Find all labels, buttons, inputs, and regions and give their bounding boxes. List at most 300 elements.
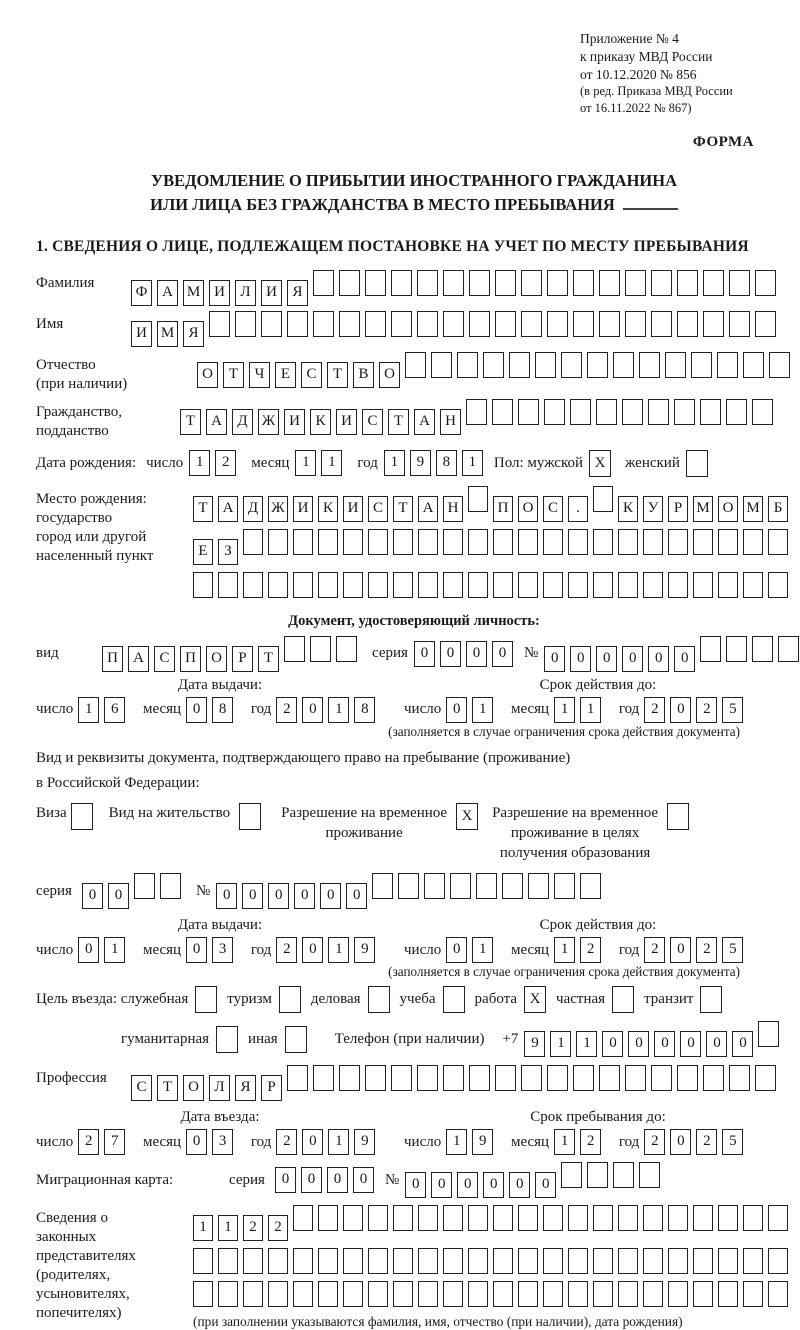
char-cell[interactable]: Т [180, 409, 201, 435]
char-cell[interactable] [593, 486, 613, 512]
char-cell[interactable] [693, 1281, 713, 1307]
char-cell[interactable] [674, 399, 695, 425]
char-cell[interactable] [193, 1248, 213, 1274]
char-cell[interactable]: 0 [706, 1031, 727, 1057]
char-cell[interactable] [587, 1162, 608, 1188]
char-cell[interactable]: 0 [674, 646, 695, 672]
char-cell[interactable]: 0 [680, 1031, 701, 1057]
char-cell[interactable]: 2 [243, 1215, 263, 1241]
char-cell[interactable]: 1 [321, 450, 342, 476]
char-cell[interactable] [561, 1162, 582, 1188]
char-cell[interactable]: К [310, 409, 331, 435]
char-cell[interactable]: И [343, 496, 363, 522]
char-cell[interactable] [618, 1248, 638, 1274]
char-cell[interactable]: С [543, 496, 563, 522]
char-cell[interactable]: Н [443, 496, 463, 522]
char-cell[interactable] [613, 352, 634, 378]
purpose-official-checkbox[interactable] [195, 986, 217, 1013]
char-cell[interactable] [418, 1205, 438, 1231]
char-cell[interactable] [398, 873, 419, 899]
char-cell[interactable] [365, 1065, 386, 1091]
char-cell[interactable]: 0 [431, 1172, 452, 1198]
char-cell[interactable]: А [414, 409, 435, 435]
char-cell[interactable] [768, 572, 788, 598]
char-cell[interactable]: 3 [212, 937, 233, 963]
char-cell[interactable] [580, 873, 601, 899]
char-cell[interactable] [521, 1065, 542, 1091]
char-cell[interactable]: Л [209, 1075, 230, 1101]
char-cell[interactable]: 1 [78, 697, 99, 723]
char-cell[interactable]: 1 [328, 937, 349, 963]
char-cell[interactable]: 1 [554, 1129, 575, 1155]
char-cell[interactable]: 8 [436, 450, 457, 476]
char-cell[interactable]: 0 [353, 1167, 374, 1193]
char-cell[interactable]: 2 [215, 450, 236, 476]
char-cell[interactable] [393, 1205, 413, 1231]
char-cell[interactable] [544, 399, 565, 425]
char-cell[interactable] [268, 1281, 288, 1307]
char-cell[interactable] [468, 1281, 488, 1307]
char-cell[interactable]: С [362, 409, 383, 435]
char-cell[interactable] [622, 399, 643, 425]
char-cell[interactable]: Я [235, 1075, 256, 1101]
char-cell[interactable] [703, 270, 724, 296]
char-cell[interactable]: А [206, 409, 227, 435]
char-cell[interactable] [492, 399, 513, 425]
char-cell[interactable]: К [618, 496, 638, 522]
char-cell[interactable] [587, 352, 608, 378]
char-cell[interactable] [568, 572, 588, 598]
char-cell[interactable] [643, 572, 663, 598]
char-cell[interactable]: 0 [108, 883, 129, 909]
char-cell[interactable] [417, 270, 438, 296]
char-cell[interactable]: Т [223, 362, 244, 388]
char-cell[interactable]: Н [440, 409, 461, 435]
char-cell[interactable] [518, 1248, 538, 1274]
char-cell[interactable] [417, 1065, 438, 1091]
purpose-transit-checkbox[interactable] [700, 986, 722, 1013]
char-cell[interactable] [368, 1281, 388, 1307]
char-cell[interactable]: Р [261, 1075, 282, 1101]
char-cell[interactable] [743, 1248, 763, 1274]
sex-female-checkbox[interactable] [686, 450, 708, 477]
char-cell[interactable] [755, 311, 776, 337]
char-cell[interactable] [343, 572, 363, 598]
char-cell[interactable]: 0 [602, 1031, 623, 1057]
char-cell[interactable] [339, 311, 360, 337]
char-cell[interactable] [391, 1065, 412, 1091]
char-cell[interactable] [752, 399, 773, 425]
char-cell[interactable] [343, 529, 363, 555]
char-cell[interactable]: У [643, 496, 663, 522]
char-cell[interactable] [493, 572, 513, 598]
char-cell[interactable]: 0 [268, 883, 289, 909]
char-cell[interactable] [573, 1065, 594, 1091]
char-cell[interactable]: 0 [216, 883, 237, 909]
char-cell[interactable] [418, 1248, 438, 1274]
char-cell[interactable] [468, 572, 488, 598]
char-cell[interactable] [554, 873, 575, 899]
char-cell[interactable] [743, 1205, 763, 1231]
char-cell[interactable]: О [379, 362, 400, 388]
char-cell[interactable] [625, 1065, 646, 1091]
char-cell[interactable] [368, 572, 388, 598]
char-cell[interactable]: М [693, 496, 713, 522]
char-cell[interactable] [457, 352, 478, 378]
char-cell[interactable] [134, 873, 155, 899]
residence-permit-checkbox[interactable] [239, 803, 261, 830]
char-cell[interactable]: Е [275, 362, 296, 388]
char-cell[interactable]: 2 [276, 697, 297, 723]
char-cell[interactable]: 5 [722, 1129, 743, 1155]
char-cell[interactable] [431, 352, 452, 378]
char-cell[interactable] [718, 1248, 738, 1274]
char-cell[interactable]: 1 [384, 450, 405, 476]
purpose-humanitarian-checkbox[interactable] [216, 1026, 238, 1053]
char-cell[interactable] [310, 636, 331, 662]
char-cell[interactable]: М [157, 321, 178, 347]
char-cell[interactable] [293, 1205, 313, 1231]
char-cell[interactable] [568, 529, 588, 555]
char-cell[interactable] [268, 572, 288, 598]
char-cell[interactable] [743, 572, 763, 598]
char-cell[interactable]: 1 [189, 450, 210, 476]
purpose-work-checkbox[interactable]: X [524, 986, 546, 1013]
char-cell[interactable]: 0 [492, 641, 513, 667]
char-cell[interactable] [543, 1205, 563, 1231]
char-cell[interactable] [729, 270, 750, 296]
char-cell[interactable] [518, 1205, 538, 1231]
char-cell[interactable]: 1 [550, 1031, 571, 1057]
char-cell[interactable]: 2 [644, 937, 665, 963]
char-cell[interactable] [643, 1205, 663, 1231]
char-cell[interactable] [693, 529, 713, 555]
char-cell[interactable] [648, 399, 669, 425]
char-cell[interactable] [613, 1162, 634, 1188]
char-cell[interactable]: 9 [472, 1129, 493, 1155]
char-cell[interactable]: 0 [186, 1129, 207, 1155]
char-cell[interactable]: Ф [131, 280, 152, 306]
char-cell[interactable] [561, 352, 582, 378]
char-cell[interactable]: Т [157, 1075, 178, 1101]
char-cell[interactable]: 0 [346, 883, 367, 909]
char-cell[interactable] [718, 572, 738, 598]
char-cell[interactable]: 0 [78, 937, 99, 963]
char-cell[interactable]: К [318, 496, 338, 522]
char-cell[interactable]: О [518, 496, 538, 522]
char-cell[interactable] [318, 572, 338, 598]
char-cell[interactable]: 1 [446, 1129, 467, 1155]
char-cell[interactable]: 0 [457, 1172, 478, 1198]
char-cell[interactable] [593, 529, 613, 555]
char-cell[interactable] [443, 529, 463, 555]
char-cell[interactable] [443, 1281, 463, 1307]
char-cell[interactable]: 5 [722, 697, 743, 723]
char-cell[interactable] [668, 572, 688, 598]
char-cell[interactable] [468, 486, 488, 512]
char-cell[interactable] [518, 529, 538, 555]
char-cell[interactable] [618, 1205, 638, 1231]
char-cell[interactable]: Р [232, 646, 253, 672]
char-cell[interactable] [570, 399, 591, 425]
char-cell[interactable] [568, 1248, 588, 1274]
char-cell[interactable]: 0 [732, 1031, 753, 1057]
char-cell[interactable] [717, 352, 738, 378]
char-cell[interactable] [618, 572, 638, 598]
char-cell[interactable]: М [183, 280, 204, 306]
char-cell[interactable] [755, 270, 776, 296]
char-cell[interactable]: 0 [294, 883, 315, 909]
char-cell[interactable]: А [157, 280, 178, 306]
char-cell[interactable]: 0 [670, 1129, 691, 1155]
char-cell[interactable]: Ч [249, 362, 270, 388]
char-cell[interactable]: 0 [628, 1031, 649, 1057]
char-cell[interactable] [718, 1281, 738, 1307]
char-cell[interactable]: 0 [570, 646, 591, 672]
char-cell[interactable] [243, 1248, 263, 1274]
char-cell[interactable] [293, 529, 313, 555]
char-cell[interactable] [596, 399, 617, 425]
char-cell[interactable] [495, 311, 516, 337]
char-cell[interactable]: 2 [696, 1129, 717, 1155]
char-cell[interactable]: 1 [580, 697, 601, 723]
char-cell[interactable] [443, 572, 463, 598]
char-cell[interactable] [343, 1248, 363, 1274]
char-cell[interactable] [509, 352, 530, 378]
char-cell[interactable] [293, 572, 313, 598]
char-cell[interactable]: С [301, 362, 322, 388]
char-cell[interactable]: И [209, 280, 230, 306]
char-cell[interactable] [593, 1248, 613, 1274]
char-cell[interactable] [393, 572, 413, 598]
char-cell[interactable]: 0 [535, 1172, 556, 1198]
char-cell[interactable]: О [183, 1075, 204, 1101]
char-cell[interactable] [243, 529, 263, 555]
char-cell[interactable]: 0 [440, 641, 461, 667]
char-cell[interactable] [443, 1248, 463, 1274]
purpose-business-checkbox[interactable] [368, 986, 390, 1013]
char-cell[interactable] [768, 529, 788, 555]
char-cell[interactable] [493, 529, 513, 555]
char-cell[interactable] [393, 529, 413, 555]
char-cell[interactable] [643, 1248, 663, 1274]
char-cell[interactable] [243, 1281, 263, 1307]
visa-checkbox[interactable] [71, 803, 93, 830]
purpose-tourism-checkbox[interactable] [279, 986, 301, 1013]
char-cell[interactable]: 0 [301, 1167, 322, 1193]
char-cell[interactable]: 0 [186, 937, 207, 963]
char-cell[interactable] [368, 1248, 388, 1274]
char-cell[interactable] [518, 399, 539, 425]
char-cell[interactable]: 7 [104, 1129, 125, 1155]
char-cell[interactable] [625, 311, 646, 337]
char-cell[interactable] [483, 352, 504, 378]
char-cell[interactable] [726, 636, 747, 662]
char-cell[interactable]: 1 [576, 1031, 597, 1057]
char-cell[interactable] [368, 1205, 388, 1231]
char-cell[interactable] [443, 270, 464, 296]
char-cell[interactable]: 2 [644, 697, 665, 723]
char-cell[interactable]: . [568, 496, 588, 522]
char-cell[interactable]: Д [243, 496, 263, 522]
char-cell[interactable]: В [353, 362, 374, 388]
char-cell[interactable]: 8 [354, 697, 375, 723]
char-cell[interactable]: 2 [580, 937, 601, 963]
char-cell[interactable]: 0 [186, 697, 207, 723]
char-cell[interactable] [593, 1281, 613, 1307]
char-cell[interactable]: 0 [670, 937, 691, 963]
char-cell[interactable]: Ж [258, 409, 279, 435]
char-cell[interactable] [755, 1065, 776, 1091]
char-cell[interactable] [287, 311, 308, 337]
char-cell[interactable] [593, 1205, 613, 1231]
char-cell[interactable]: 0 [509, 1172, 530, 1198]
char-cell[interactable] [365, 311, 386, 337]
char-cell[interactable] [318, 1205, 338, 1231]
char-cell[interactable] [668, 1205, 688, 1231]
char-cell[interactable] [677, 1065, 698, 1091]
char-cell[interactable] [599, 311, 620, 337]
char-cell[interactable] [293, 1248, 313, 1274]
char-cell[interactable] [243, 572, 263, 598]
char-cell[interactable] [547, 1065, 568, 1091]
char-cell[interactable]: 2 [276, 1129, 297, 1155]
char-cell[interactable]: Я [183, 321, 204, 347]
char-cell[interactable] [368, 529, 388, 555]
char-cell[interactable] [495, 1065, 516, 1091]
char-cell[interactable]: П [102, 646, 123, 672]
char-cell[interactable] [287, 1065, 308, 1091]
char-cell[interactable] [599, 1065, 620, 1091]
char-cell[interactable] [547, 311, 568, 337]
char-cell[interactable]: 1 [554, 937, 575, 963]
char-cell[interactable] [521, 270, 542, 296]
char-cell[interactable] [261, 311, 282, 337]
char-cell[interactable] [339, 270, 360, 296]
char-cell[interactable] [677, 311, 698, 337]
char-cell[interactable]: 0 [320, 883, 341, 909]
char-cell[interactable]: О [197, 362, 218, 388]
char-cell[interactable] [703, 311, 724, 337]
char-cell[interactable] [651, 270, 672, 296]
char-cell[interactable] [769, 352, 790, 378]
char-cell[interactable]: 0 [414, 641, 435, 667]
char-cell[interactable] [318, 529, 338, 555]
char-cell[interactable] [703, 1065, 724, 1091]
char-cell[interactable] [618, 529, 638, 555]
edu-permit-checkbox[interactable] [667, 803, 689, 830]
char-cell[interactable]: 8 [212, 697, 233, 723]
char-cell[interactable] [339, 1065, 360, 1091]
char-cell[interactable] [651, 311, 672, 337]
char-cell[interactable]: 1 [472, 697, 493, 723]
char-cell[interactable] [365, 270, 386, 296]
char-cell[interactable]: 2 [696, 937, 717, 963]
char-cell[interactable]: О [206, 646, 227, 672]
char-cell[interactable]: Л [235, 280, 256, 306]
char-cell[interactable]: 5 [722, 937, 743, 963]
char-cell[interactable]: Т [327, 362, 348, 388]
char-cell[interactable]: 0 [242, 883, 263, 909]
char-cell[interactable] [493, 1205, 513, 1231]
char-cell[interactable]: 9 [524, 1031, 545, 1057]
char-cell[interactable] [318, 1248, 338, 1274]
char-cell[interactable] [466, 399, 487, 425]
char-cell[interactable]: 0 [446, 697, 467, 723]
char-cell[interactable] [493, 1281, 513, 1307]
char-cell[interactable] [218, 1248, 238, 1274]
char-cell[interactable]: 0 [670, 697, 691, 723]
char-cell[interactable] [752, 636, 773, 662]
char-cell[interactable] [418, 572, 438, 598]
char-cell[interactable] [518, 572, 538, 598]
char-cell[interactable] [639, 352, 660, 378]
char-cell[interactable] [568, 1281, 588, 1307]
char-cell[interactable]: Б [768, 496, 788, 522]
char-cell[interactable] [743, 1281, 763, 1307]
char-cell[interactable] [468, 529, 488, 555]
char-cell[interactable]: 2 [580, 1129, 601, 1155]
char-cell[interactable] [758, 1021, 779, 1047]
char-cell[interactable]: Р [668, 496, 688, 522]
char-cell[interactable]: И [293, 496, 313, 522]
char-cell[interactable] [518, 1281, 538, 1307]
char-cell[interactable] [743, 529, 763, 555]
char-cell[interactable] [693, 1248, 713, 1274]
char-cell[interactable] [700, 399, 721, 425]
char-cell[interactable] [443, 1205, 463, 1231]
char-cell[interactable] [469, 311, 490, 337]
char-cell[interactable] [693, 1205, 713, 1231]
char-cell[interactable] [718, 1205, 738, 1231]
char-cell[interactable] [593, 572, 613, 598]
char-cell[interactable]: С [131, 1075, 152, 1101]
char-cell[interactable] [543, 529, 563, 555]
char-cell[interactable]: Д [232, 409, 253, 435]
char-cell[interactable]: 0 [327, 1167, 348, 1193]
char-cell[interactable] [450, 873, 471, 899]
char-cell[interactable] [677, 270, 698, 296]
purpose-private-checkbox[interactable] [612, 986, 634, 1013]
char-cell[interactable]: И [336, 409, 357, 435]
char-cell[interactable] [313, 270, 334, 296]
char-cell[interactable] [625, 270, 646, 296]
char-cell[interactable]: 1 [472, 937, 493, 963]
char-cell[interactable] [336, 636, 357, 662]
char-cell[interactable] [543, 1248, 563, 1274]
char-cell[interactable] [476, 873, 497, 899]
char-cell[interactable] [160, 873, 181, 899]
char-cell[interactable] [193, 572, 213, 598]
char-cell[interactable]: 0 [654, 1031, 675, 1057]
char-cell[interactable] [668, 529, 688, 555]
char-cell[interactable] [726, 399, 747, 425]
char-cell[interactable] [528, 873, 549, 899]
char-cell[interactable] [568, 1205, 588, 1231]
char-cell[interactable]: П [180, 646, 201, 672]
char-cell[interactable]: 0 [302, 1129, 323, 1155]
char-cell[interactable] [729, 1065, 750, 1091]
char-cell[interactable] [417, 311, 438, 337]
char-cell[interactable] [651, 1065, 672, 1091]
char-cell[interactable]: З [218, 539, 238, 565]
char-cell[interactable]: 0 [596, 646, 617, 672]
char-cell[interactable]: С [368, 496, 388, 522]
char-cell[interactable]: 1 [104, 937, 125, 963]
char-cell[interactable]: 0 [483, 1172, 504, 1198]
purpose-study-checkbox[interactable] [443, 986, 465, 1013]
char-cell[interactable] [743, 352, 764, 378]
